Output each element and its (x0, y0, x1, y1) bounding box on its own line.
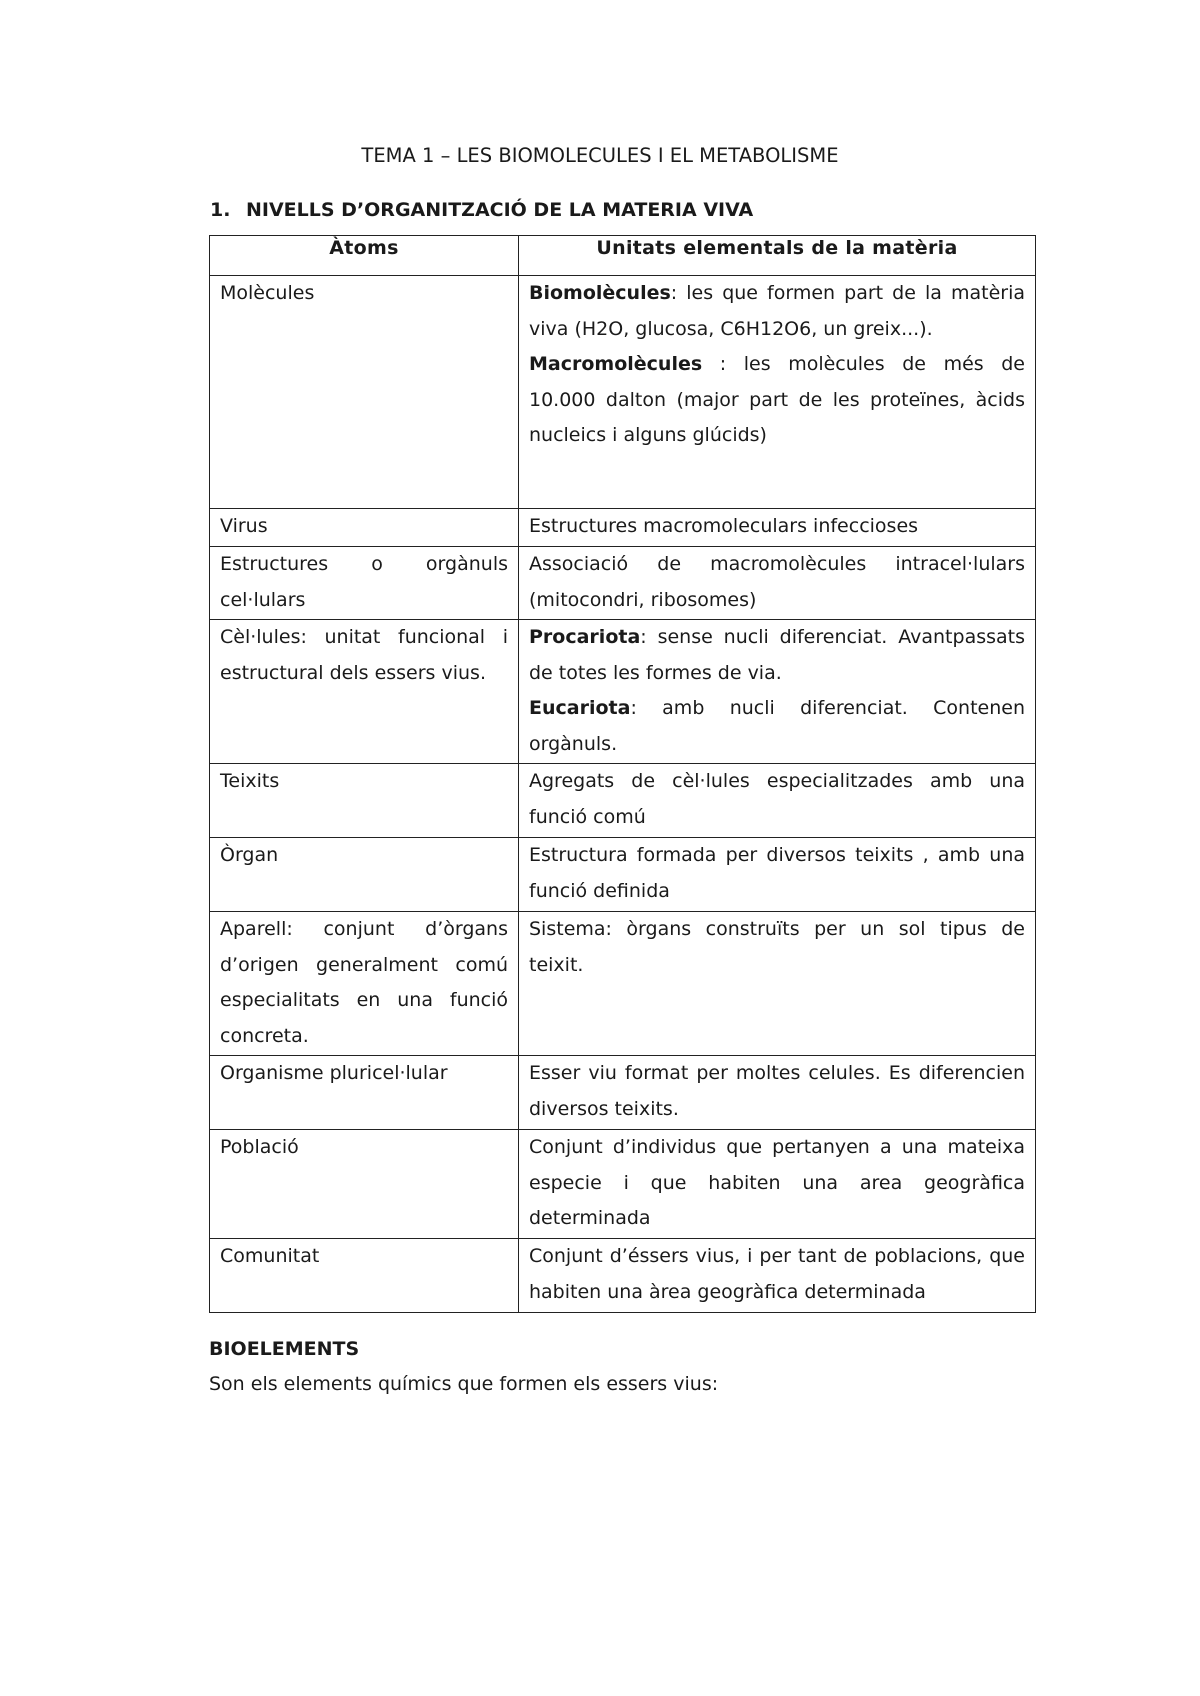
section-heading-text: NIVELLS D’ORGANITZACIÓ DE LA MATERIA VIVA (246, 199, 754, 221)
bioelements-heading: BIOELEMENTS (209, 1338, 360, 1360)
header-cell-description: Unitats elementals de la matèria (519, 236, 1036, 276)
table-row (210, 276, 1036, 509)
description-cell: Sistema: òrgans construïts per un sol tipus de teixit. (519, 912, 1036, 1056)
level-cell: Estructures o orgànuls cel·lulars (210, 547, 519, 620)
term-bold: Eucariota (529, 697, 631, 719)
level-cell: Teixits (210, 764, 519, 838)
level-cell: Aparell: conjunt d’òrgans d’origen generalment comú especialitats en una funció concreta. (210, 912, 519, 1056)
description-paragraph (529, 347, 1025, 454)
table-row (210, 1056, 1036, 1130)
description-cell: Agregats de cèl·lules especialitzades amb una funció comú (519, 764, 1036, 838)
term-bold: Biomolècules (529, 282, 671, 304)
table-row (210, 1130, 1036, 1239)
description-cell: Associació de macromolècules intracel·lulars (mitocondri, ribosomes) (519, 547, 1036, 620)
header-cell-atoms: Àtoms (210, 236, 519, 276)
description-cell: Estructura formada per diversos teixits , amb una funció definida (519, 838, 1036, 912)
table-row (210, 838, 1036, 912)
term-definition: : sense nucli diferenciat. Avantpassats de totes les formes de via. (529, 626, 1025, 684)
term-bold: Macromolècules (529, 353, 703, 375)
level-cell: Virus (210, 509, 519, 547)
level-cell: Cèl·lules: unitat funcional i estructural dels essers vius. (210, 620, 519, 764)
term-definition: : amb nucli diferenciat. Contenen orgànuls. (529, 697, 1025, 755)
term-bold: Procariota (529, 626, 641, 648)
organization-levels-table (209, 235, 1036, 1313)
page-title: TEMA 1 – LES BIOMOLECULES I EL METABOLISME (361, 144, 839, 167)
description-cell: Estructures macromoleculars infeccioses (519, 509, 1036, 547)
level-cell: Comunitat (210, 1239, 519, 1313)
description-cell: Esser viu format per moltes celules. Es diferencien diversos teixits. (519, 1056, 1036, 1130)
section-number: 1. (210, 199, 231, 221)
description-paragraph (529, 691, 1025, 762)
level-cell: Organisme pluricel·lular (210, 1056, 519, 1130)
description-cell: Conjunt d’individus que pertanyen a una mateixa especie i que habiten una area geogràfica determinada (519, 1130, 1036, 1239)
table-row (210, 912, 1036, 1056)
table-row (210, 509, 1036, 547)
table-row (210, 547, 1036, 620)
description-cell (519, 620, 1036, 764)
table-row (210, 764, 1036, 838)
term-definition: : les molècules de més de 10.000 dalton (major part de les proteïnes, àcids nucleics i alguns glúcids) (529, 353, 1025, 446)
description-cell: Conjunt d’éssers vius, i per tant de poblacions, que habiten una àrea geogràfica determinada (519, 1239, 1036, 1313)
table-header-row (210, 236, 1036, 276)
level-cell: Població (210, 1130, 519, 1239)
table-row (210, 1239, 1036, 1313)
level-cell: Òrgan (210, 838, 519, 912)
term-definition: : les que formen part de la matèria viva (H2O, glucosa, C6H12O6, un greix...). (529, 282, 1025, 340)
description-paragraph (529, 276, 1025, 347)
table-row (210, 620, 1036, 764)
bioelements-text: Son els elements químics que formen els essers vius: (209, 1373, 719, 1395)
description-paragraph (529, 620, 1025, 691)
description-cell (519, 276, 1036, 509)
section-heading (210, 198, 753, 222)
level-cell: Molècules (210, 276, 519, 509)
